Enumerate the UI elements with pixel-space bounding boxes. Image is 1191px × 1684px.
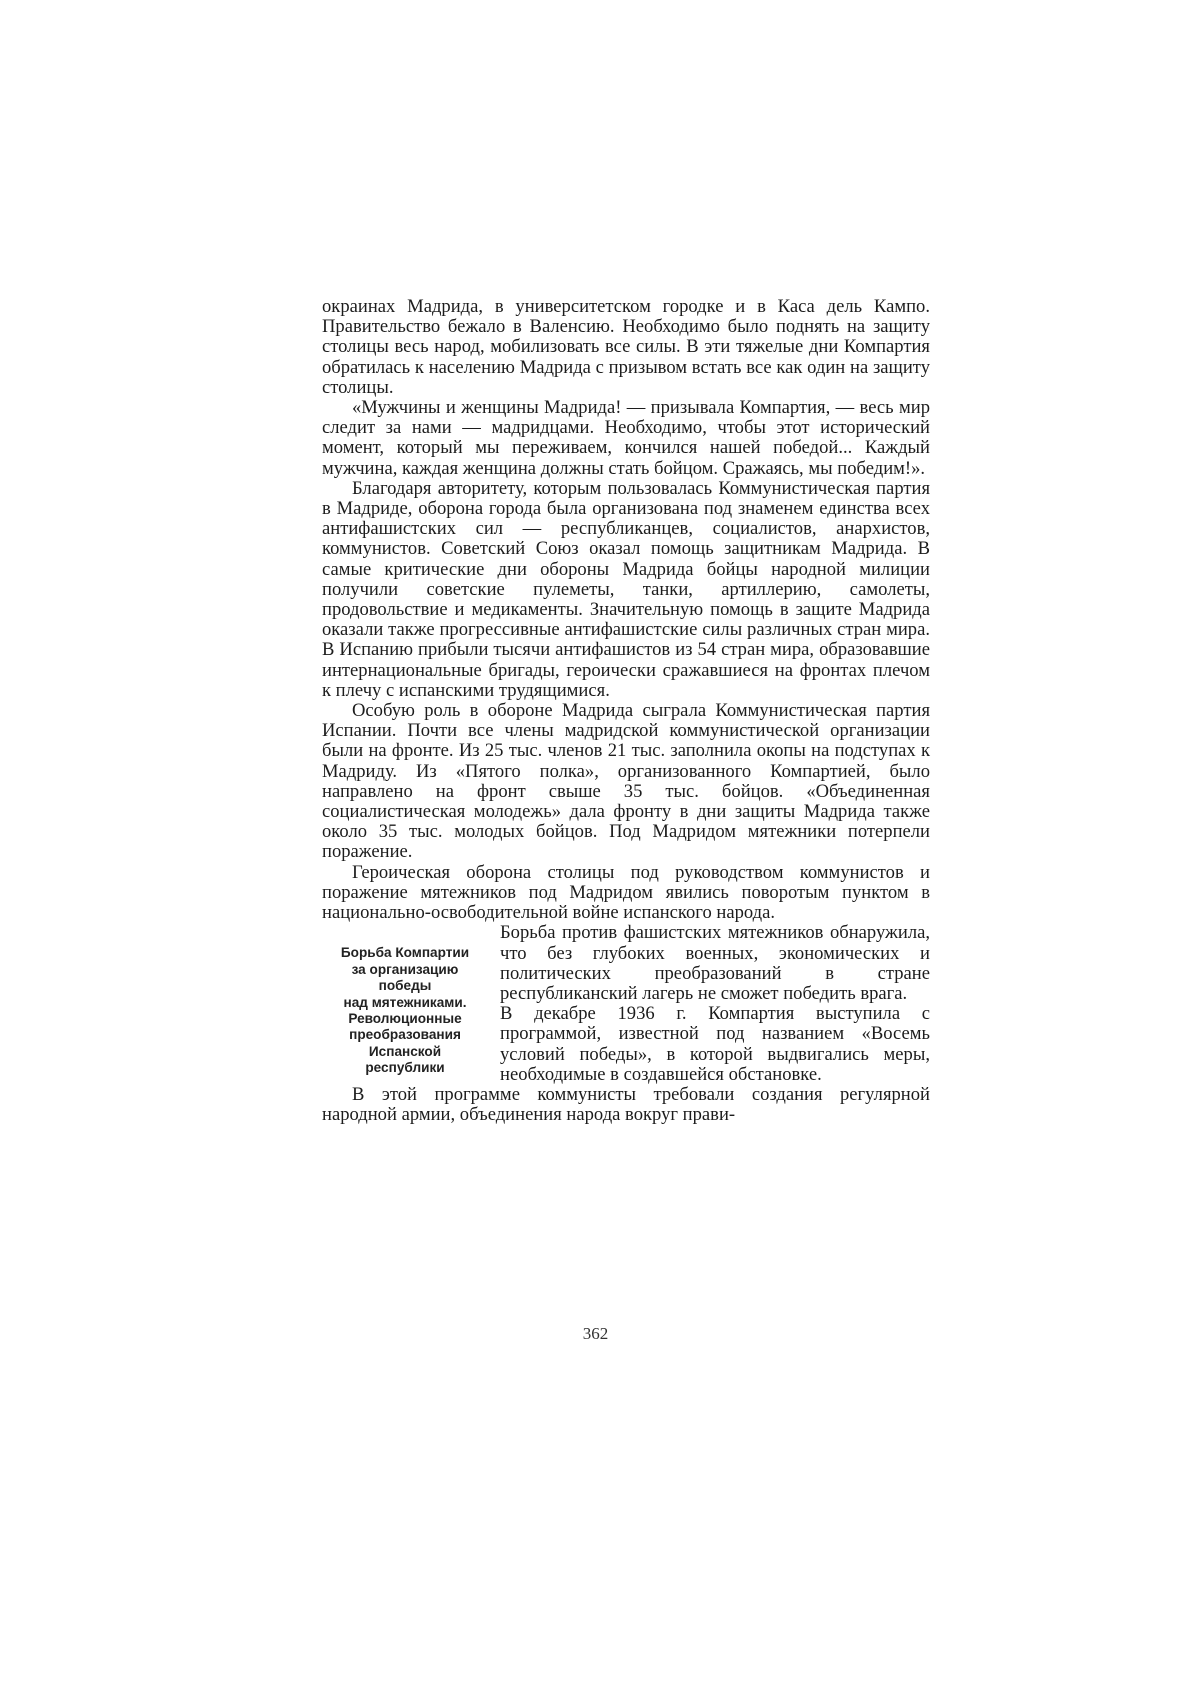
paragraph: окраинах Мадрида, в университетском городке и в Каса дель Кампо. Правительство бежало в Валенсию. Необходимо было поднять на защиту столицы весь народ, мобилизовать все силы. В эти тяжелые дни Компартия обратилась к населению Мадрида с призывом встать все как один на защиту столицы. xyxy=(322,296,930,398)
paragraph: «Мужчины и женщины Мадрида! — призывала Компартия, — весь мир следит за нами — мадридцами. Необходимо, чтобы этот исторический момент, который мы переживаем, кончился нашей победой... Каждый мужчина, каждая женщина должны стать бойцом. Сражаясь, мы победим!». xyxy=(322,397,930,479)
side-heading-line: Борьба Компартии xyxy=(340,945,470,961)
body-text-top xyxy=(322,297,930,923)
text-column xyxy=(322,297,930,1125)
side-heading-line: республики xyxy=(365,1060,445,1076)
paragraph: Героическая оборона столицы под руководством коммунистов и поражение мятежников под Мадридом явились поворотым пунктом в национально-освободительной войне испанского народа. xyxy=(322,861,930,924)
side-heading-line: победы xyxy=(378,978,432,994)
side-heading-line: Испанской xyxy=(368,1043,442,1059)
side-heading-line: Революционные xyxy=(348,1010,462,1026)
paragraph: В этой программе коммунисты требовали создания регулярной народной армии, объединения народа вокруг прави- xyxy=(322,1083,930,1126)
paragraph: В декабре 1936 г. Компартия выступила с программой, известной под названием «Восемь условий победы», в которой выдвигались меры, необходимые в создавшейся обстановке. xyxy=(500,1003,930,1085)
paragraph: Благодаря авторитету, которым пользовалась Коммунистическая партия в Мадриде, оборона города была организована под знаменем единства всех антифашистских сил — республиканцев, социалистов, анархистов, коммунистов. Советский Союз оказал помощь защитникам Мадрида. В самые критические дни обороны Мадрида бойцы народной милиции получили советские пулеметы, танки, артиллерию, самолеты, продовольствие и медикаменты. Значительную помощь в защите Мадрида оказали также прогрессивные антифашистские силы различных стран мира. В Испанию прибыли тысячи антифашистов из 54 стран мира, образовавшие интернациональные бригады, героически сражавшиеся на фронтах плечом к плечу с испанскими трудящимися. xyxy=(322,477,930,701)
page-number: 362 xyxy=(582,1324,609,1343)
side-heading-line: над мятежниками. xyxy=(343,994,467,1010)
side-heading-section xyxy=(322,923,930,1085)
side-heading xyxy=(322,945,488,1076)
side-heading-line: за организацию xyxy=(351,961,459,977)
paragraph: Особую роль в обороне Мадрида сыграла Коммунистическая партия Испании. Почти все члены мадридской коммунистической организации были на фронте. Из 25 тыс. членов 21 тыс. заполнила окопы на подступах к Мадриду. Из «Пятого полка», организованного Компартией, было направлено на фронт свыше 35 тыс. бойцов. «Объединенная социалистическая молодежь» дала фронту в дни защиты Мадрида также около 35 тыс. молодых бойцов. Под Мадридом мятежники потерпели поражение. xyxy=(322,700,930,863)
paragraph: Борьба против фашистских мятежников обнаружила, что без глубоких военных, экономических и политических преобразований в стране республиканский лагерь не сможет победить врага. xyxy=(500,923,930,1004)
side-heading-line: преобразования xyxy=(349,1027,461,1043)
body-text-bottom xyxy=(322,1085,930,1125)
